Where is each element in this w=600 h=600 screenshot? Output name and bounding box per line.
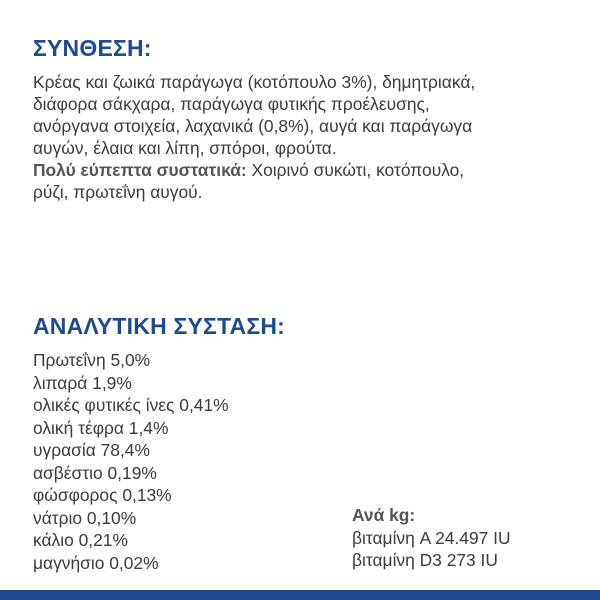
- palatable-line: [33, 159, 583, 181]
- analytic-item: φώσφορος 0,13%: [33, 485, 172, 505]
- palatable-continuation: ρύζι, πρωτεΐνη αυγού.: [33, 182, 203, 202]
- composition-line: Κρέας και ζωικά παράγωγα (κοτόπουλο 3%), δημητριακά,: [33, 72, 476, 92]
- analytic-item: νάτριο 0,10%: [33, 507, 137, 528]
- analytic-heading: ΑΝΑΛΥΤΙΚΗ ΣΥΣΤΑΣΗ:: [33, 313, 286, 339]
- analytic-item: υγρασία 78,4%: [33, 440, 150, 460]
- palatable-text: Χοιρινό συκώτι, κοτόπουλο,: [246, 160, 465, 180]
- composition-line: αυγών, έλαια και λίπη, σπόροι, φρούτα.: [33, 138, 337, 158]
- analytic-list: [33, 349, 229, 574]
- vitamin-item: βιταμίνη A 24.497 IU: [352, 527, 511, 548]
- analytic-item: Πρωτεΐνη 5,0%: [33, 350, 151, 370]
- composition-line: διάφορα σάκχαρα, παράγωγα φυτικής προέλευσης,: [33, 94, 430, 114]
- composition-heading: ΣΥΝΘΕΣΗ:: [33, 35, 152, 61]
- composition-paragraph: [33, 71, 583, 203]
- vitamin-item: βιταμίνη D3 273 IU: [352, 550, 498, 570]
- analytic-item: λιπαρά 1,9%: [33, 372, 132, 393]
- palatable-label: Πολύ εύπεπτα συστατικά:: [33, 160, 247, 180]
- per-kg-title: Ανά kg:: [352, 505, 416, 525]
- analytic-item: ολική τέφρα 1,4%: [33, 417, 169, 438]
- analytic-item: μαγνήσιο 0,02%: [33, 552, 159, 573]
- analytic-item: κάλιο 0,21%: [33, 530, 128, 550]
- composition-line: ανόργανα στοιχεία, λαχανικά (0,8%), αυγά και παράγωγα: [33, 116, 473, 136]
- footer-bar: [0, 590, 600, 600]
- per-kg-block: [352, 504, 511, 572]
- analytic-item: ασβέστιο 0,19%: [33, 462, 157, 483]
- analytic-item: ολικές φυτικές ίνες 0,41%: [33, 395, 229, 415]
